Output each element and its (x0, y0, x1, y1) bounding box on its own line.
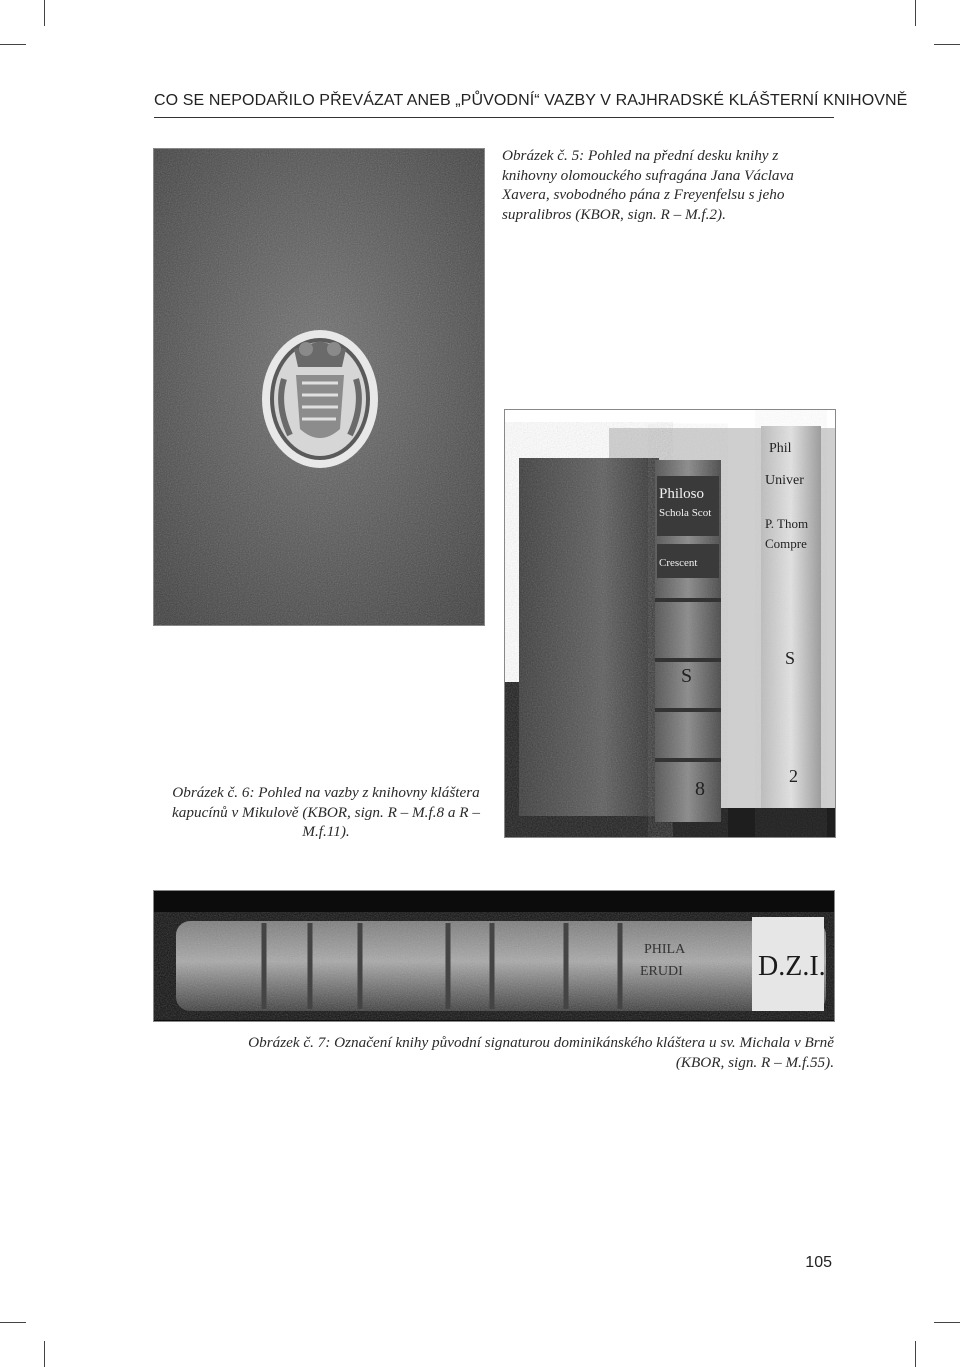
crop-mark (934, 1322, 960, 1323)
running-header: CO SE NEPODAŘILO PŘEVÁZAT ANEB „PŮVODNÍ“ VAZBY V RAJHRADSKÉ KLÁŠTERNÍ KNIHOVNĚ (154, 92, 908, 109)
left-spine-number-2: 8 (695, 778, 705, 800)
crop-mark (0, 44, 26, 45)
crop-mark (44, 1341, 45, 1367)
figure-5-photo (153, 148, 485, 626)
left-spine-label-1: Philoso (659, 486, 705, 502)
figure-6-photo (504, 409, 836, 838)
spine-title-1: PHILA (644, 942, 686, 957)
crop-mark (0, 1322, 26, 1323)
figure-5-caption: Obrázek č. 5: Pohled na přední desku knihy z knihovny olomouckého sufragána Jana Václava Xavera, svobodného pána z Freyenfelsu s jeho supralibros (KBOR, sign. R – M.f.2). (502, 147, 794, 223)
supralibros-oval (262, 330, 378, 468)
right-spine-number: S (785, 648, 796, 668)
right-spine-label-2: Univer (765, 473, 804, 488)
left-spine-label-3: Crescent (659, 557, 698, 569)
left-spine-label-2: Schola Scot (659, 507, 712, 519)
book-spines-illustration (505, 410, 835, 837)
crop-mark (915, 0, 916, 26)
crop-mark (934, 44, 960, 45)
right-spine-label-4: Compre (765, 536, 807, 551)
right-spine-label-1: Phil (769, 441, 792, 456)
figure-7-caption-line-1: Obrázek č. 7: Označení knihy původní signaturou dominikánského kláštera u sv. Michala v Brně (248, 1034, 834, 1051)
figure-7-photo (153, 890, 835, 1022)
signature-label-text: D.Z.I. (758, 951, 826, 982)
figure-6-caption: Obrázek č. 6: Pohled na vazby z knihovny kláštera kapucínů v Mikulově (KBOR, sign. R – M.f.8 a R – M.f.11). (172, 784, 480, 840)
page-number: 105 (805, 1254, 832, 1271)
crop-mark (44, 0, 45, 26)
crop-mark (915, 1341, 916, 1367)
header-rule (154, 117, 834, 118)
book-cover-illustration (154, 149, 484, 625)
spine-title-2: ERUDI (640, 964, 683, 979)
book-spine-illustration (154, 891, 834, 1021)
left-spine-number: S (681, 665, 693, 687)
right-spine-label-3: P. Thom (765, 516, 809, 531)
figure-7-caption-line-2: (KBOR, sign. R – M.f.55). (675, 1053, 834, 1071)
right-spine-number-2: 2 (789, 766, 798, 786)
figure-7-caption (154, 1033, 834, 1072)
